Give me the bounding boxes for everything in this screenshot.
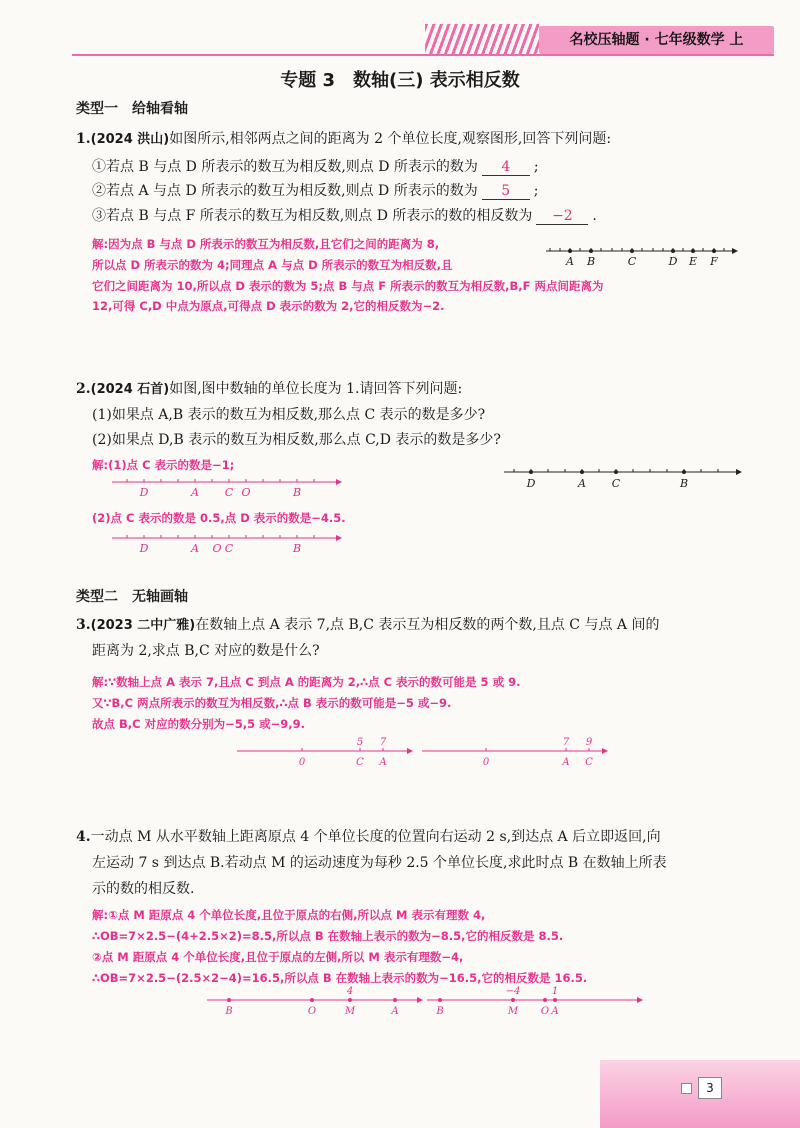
q1-source: (2024 洪山) bbox=[90, 132, 170, 147]
page-number: 3 bbox=[698, 1077, 722, 1099]
q4-axis2-label-m: M bbox=[507, 1006, 519, 1017]
q3-number-line-1 bbox=[235, 734, 415, 770]
q2-part2: (2)如果点 D,B 表示的数互为相反数,那么点 C,D 表示的数是多少? bbox=[92, 432, 501, 448]
q4-axis2-tick-neg4: −4 bbox=[505, 986, 521, 997]
q4-stem-text-1: 一动点 M 从水平数轴上距离原点 4 个单位长度的位置向右运动 2 s,到达点 A 后立即返回,向 bbox=[90, 829, 661, 845]
q4-stem-1 bbox=[76, 826, 661, 846]
q1-number: 1. bbox=[76, 131, 91, 147]
q2-solution-2: (2)点 C 表示的数是 0.5,点 D 表示的数是−4.5. bbox=[92, 511, 346, 525]
header-rule bbox=[72, 54, 774, 56]
q2-sol2-label-o: O bbox=[212, 542, 222, 555]
q3-axis1-tick-7: 7 bbox=[379, 737, 387, 748]
q2-point-b bbox=[682, 470, 686, 474]
q3-stem-2: 距离为 2,求点 B,C 对应的数是什么? bbox=[92, 643, 320, 659]
q2-point-a bbox=[580, 470, 584, 474]
q4-axis2-tick-1: 1 bbox=[551, 986, 559, 997]
footer-checkbox-icon bbox=[681, 1083, 692, 1094]
q1-part2 bbox=[92, 180, 538, 200]
q2-sol1-label-a: A bbox=[191, 486, 199, 499]
q1-stem-text: 如图所示,相邻两点之间的距离为 2 个单位长度,观察图形,回答下列问题: bbox=[169, 131, 612, 147]
section-heading-1: 类型一 给轴看轴 bbox=[76, 101, 188, 117]
q2-sol1-label-b: B bbox=[292, 486, 302, 499]
q4-axis1-label-a: A bbox=[391, 1006, 399, 1017]
q3-axis1-tick-0: 0 bbox=[298, 757, 306, 768]
q1-answer-1: 4 bbox=[482, 159, 530, 176]
header-stripes bbox=[425, 24, 539, 56]
q2-point-d bbox=[529, 470, 533, 474]
q1-part3-end: . bbox=[592, 208, 597, 224]
q2-label-a: A bbox=[578, 477, 586, 490]
q1-label-e: E bbox=[688, 255, 698, 268]
q3-solution-line-1: 解:∵数轴上点 A 表示 7,且点 C 到点 A 的距离为 2,∴点 C 表示的数可能是 5 或 9. bbox=[92, 675, 521, 689]
q3-stem-text-1: 在数轴上点 A 表示 7,点 B,C 表示互为相反数的两个数,且点 C 与点 A 间的 bbox=[195, 617, 660, 633]
q3-solution-line-2: 又∵B,C 两点所表示的数互为相反数,∴点 B 表示的数可能是−5 或−9. bbox=[92, 696, 452, 710]
q2-sol2-label-a: A bbox=[191, 542, 199, 555]
q1-label-f: F bbox=[710, 255, 718, 268]
page-title: 专题 3 数轴(三) 表示相反数 bbox=[280, 70, 520, 91]
q1-part2-text: ②若点 A 与点 D 所表示的数互为相反数,则点 D 所表示的数为 bbox=[92, 183, 478, 199]
q1-solution-line-1: 解:因为点 B 与点 D 所表示的数互为相反数,且它们之间的距离为 8, bbox=[92, 237, 440, 251]
q2-point-c bbox=[614, 470, 618, 474]
q3-axis1-label-a: A bbox=[379, 757, 387, 768]
q1-part1-end: ; bbox=[533, 159, 539, 175]
q2-stem-text: 如图,图中数轴的单位长度为 1.请回答下列问题: bbox=[169, 381, 463, 397]
section-heading-2: 类型二 无轴画轴 bbox=[76, 589, 188, 605]
header-text: 名校压轴题 · 七年级数学 上 bbox=[569, 32, 744, 48]
q3-source: (2023 二中广雅) bbox=[90, 618, 196, 633]
q1-solution-line-3: 它们之间距离为 10,所以点 D 表示的数为 5;点 B 与点 F 所表示的数互为相反数,B,F 两点间距离为 bbox=[92, 279, 604, 293]
q2-label-c: C bbox=[611, 477, 621, 490]
q1-point-b bbox=[589, 249, 593, 253]
q1-part2-end: ; bbox=[533, 183, 539, 199]
q2-label-d: D bbox=[526, 477, 536, 490]
q1-point-c bbox=[630, 249, 634, 253]
q1-solution-line-4: 12,可得 C,D 中点为原点,可得点 D 表示的数为 2,它的相反数为−2. bbox=[92, 299, 445, 313]
q2-stem bbox=[76, 378, 462, 398]
q1-part1 bbox=[92, 156, 539, 176]
q2-source: (2024 石首) bbox=[90, 382, 170, 397]
q2-sol2-label-b: B bbox=[292, 542, 302, 555]
q1-part1-text: ①若点 B 与点 D 所表示的数互为相反数,则点 D 所表示的数为 bbox=[92, 159, 478, 175]
q3-axis1-label-c: C bbox=[356, 757, 364, 768]
q4-solution-line-3: ②点 M 距原点 4 个单位长度,且位于原点的左侧,所以 M 表示有理数−4, bbox=[92, 950, 464, 964]
q4-number: 4. bbox=[76, 829, 91, 845]
q1-label-c: C bbox=[627, 255, 637, 268]
q3-solution-line-3: 故点 B,C 对应的数分别为−5,5 或−9,9. bbox=[92, 717, 305, 731]
q2-sol2-label-c: C bbox=[224, 542, 234, 555]
q4-axis1-label-b: B bbox=[225, 1006, 233, 1017]
q3-axis2-tick-9: 9 bbox=[585, 737, 593, 748]
q4-axis1-tick-4: 4 bbox=[346, 986, 354, 997]
q3-number: 3. bbox=[76, 617, 91, 633]
q1-point-e bbox=[691, 249, 695, 253]
q2-number-line bbox=[500, 462, 745, 494]
q1-point-d bbox=[671, 249, 675, 253]
q4-axis2-label-b: B bbox=[436, 1006, 444, 1017]
q4-solution-line-2: ∴OB=7×2.5−(4+2.5×2)=8.5,所以点 B 在数轴上表示的数为−8.5,它的相反数是 8.5. bbox=[92, 929, 564, 943]
q3-axis1-tick-5: 5 bbox=[356, 737, 364, 748]
q4-axis2-label-o: O bbox=[540, 1006, 550, 1017]
q2-solution-line-1 bbox=[110, 474, 345, 504]
q4-number-line-1 bbox=[205, 985, 425, 1021]
q3-axis2-label-c: C bbox=[585, 757, 593, 768]
q4-axis2-label-a: A bbox=[551, 1006, 559, 1017]
q4-axis1-label-o: O bbox=[307, 1006, 317, 1017]
q2-solution-1: 解:(1)点 C 表示的数是−1; bbox=[92, 458, 235, 472]
q2-solution-line-2 bbox=[110, 530, 345, 560]
q1-point-f bbox=[712, 249, 716, 253]
q3-axis2-tick-7: 7 bbox=[562, 737, 570, 748]
q1-number-line bbox=[540, 240, 740, 270]
q4-stem-3: 示的数的相反数. bbox=[92, 881, 195, 897]
q3-stem-1 bbox=[76, 614, 659, 634]
q2-label-b: B bbox=[679, 477, 689, 490]
q2-part1: (1)如果点 A,B 表示的数互为相反数,那么点 C 表示的数是多少? bbox=[92, 407, 486, 423]
q4-axis1-label-m: M bbox=[344, 1006, 356, 1017]
q2-sol1-label-c: C bbox=[224, 486, 234, 499]
q2-number: 2. bbox=[76, 381, 91, 397]
q1-stem bbox=[76, 128, 611, 148]
q3-axis2-label-a: A bbox=[562, 757, 570, 768]
q4-stem-2: 左运动 7 s 到达点 B.若动点 M 的运动速度为每秒 2.5 个单位长度,求此时点 B 在数轴上所表 bbox=[92, 855, 667, 871]
q3-number-line-2 bbox=[420, 734, 610, 770]
q1-answer-2: 5 bbox=[482, 183, 530, 200]
q1-part3 bbox=[92, 205, 597, 225]
q3-axis2-tick-0: 0 bbox=[482, 757, 490, 768]
q1-label-b: B bbox=[586, 255, 596, 268]
q2-sol1-label-o: O bbox=[241, 486, 251, 499]
q4-solution-line-4: ∴OB=7×2.5−(2.5×2−4)=16.5,所以点 B 在数轴上表示的数为−16.5,它的相反数是 16.5. bbox=[92, 971, 588, 985]
q2-sol1-label-d: D bbox=[139, 486, 149, 499]
q1-label-a: A bbox=[566, 255, 574, 268]
q1-point-a bbox=[568, 249, 572, 253]
q4-solution-line-1: 解:①点 M 距原点 4 个单位长度,且位于原点的右侧,所以点 M 表示有理数 4, bbox=[92, 908, 486, 922]
q1-solution-line-2: 所以点 D 所表示的数为 4;同理点 A 与点 D 所表示的数互为相反数,且 bbox=[92, 258, 453, 272]
q1-part3-text: ③若点 B 与点 F 所表示的数互为相反数,则点 D 所表示的数的相反数为 bbox=[92, 208, 533, 224]
q1-answer-3: −2 bbox=[536, 208, 588, 225]
q1-label-d: D bbox=[668, 255, 678, 268]
q2-sol2-label-d: D bbox=[139, 542, 149, 555]
q4-number-line-2 bbox=[425, 985, 645, 1021]
